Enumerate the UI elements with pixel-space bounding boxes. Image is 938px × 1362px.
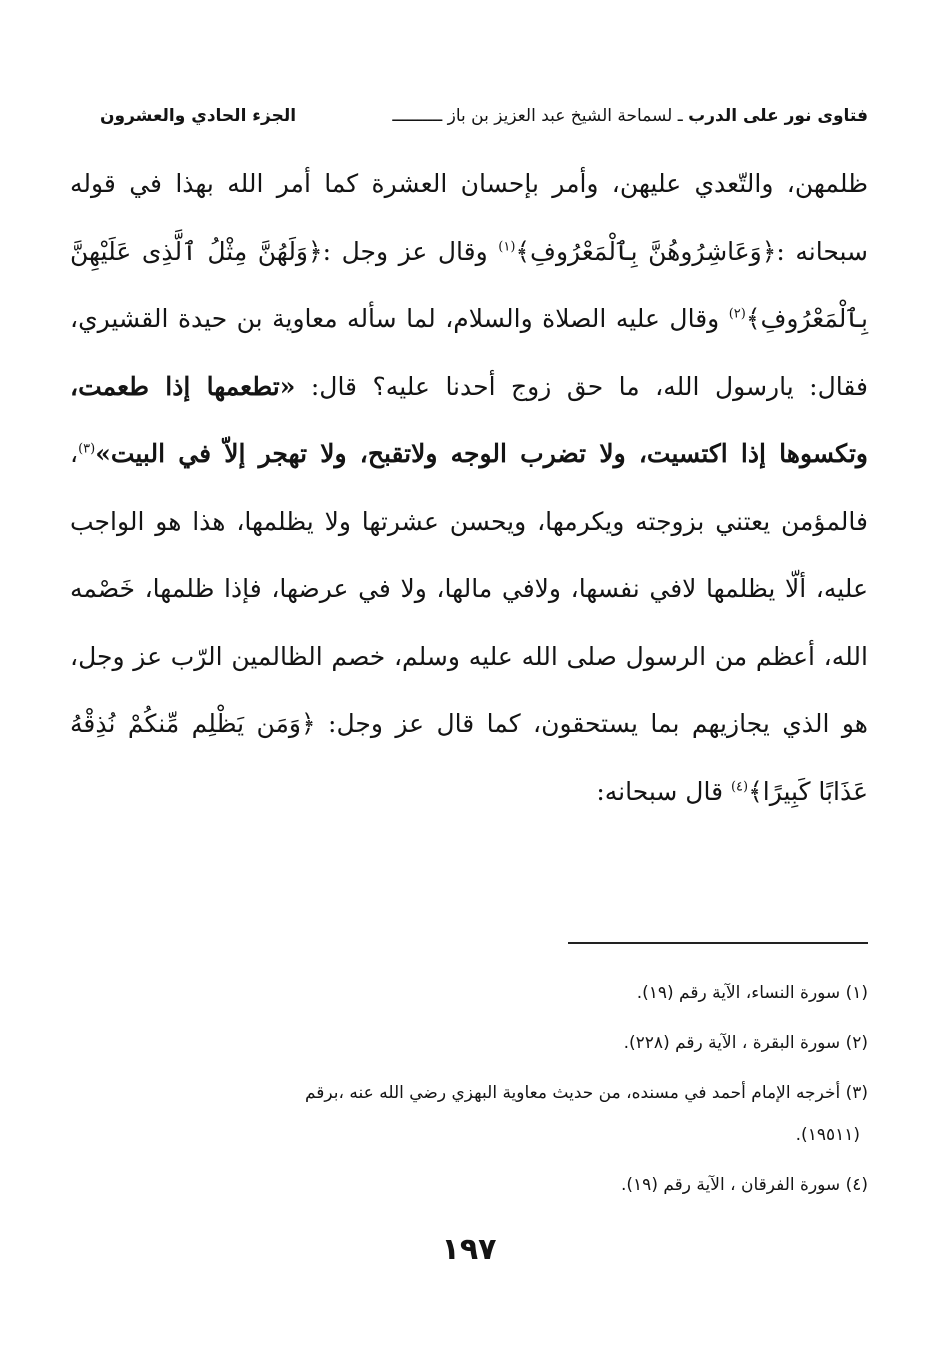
footnote-ref: (٣) [78,441,96,457]
footnote-text: (٢) سورة البقرة ، الآية رقم (٢٢٨). [623,1033,868,1053]
footnote-ref: (٢) [728,306,746,322]
footnote-item [70,1028,868,1058]
text-segment: ، فالمؤمن يعتني بزوجته ويكرمها، ويحسن عشرتها ولا يظلمها، هذا هو الواجب عليه، ألّا يظلمها لافي نفسها، ولافي مالها، ولا في عرضها، فإذا ظلمها، خَصْمه الله، أعظم من الرسول صلى الله عليه وسلم، خصم الظالمين الرّب عز وجل، هو الذي يجازيهم بما يستحقون، كما قال عز وجل: [70,439,868,738]
text-segment: ظلمهن، والتّعدي عليهن، وأمر بإحسان العشرة كما أمر الله بهذا في قوله سبحانه : [70,169,869,266]
quran-verse: ﴿وَلَهُنَّ مِثْلُ ٱلَّذِى عَلَيْهِنَّ بِٱلْمَعْرُوفِ﴾ [70,236,868,333]
footnote-item: (٤) سورة الفرقان ، الآية رقم (١٩). [621,1175,868,1195]
quran-verse: ﴿وَمَن يَظْلِم مِّنكُمْ نُذِقْهُ عَذَابًا كَبِيرًا﴾ [70,709,868,806]
quran-verse: ﴿وَعَاشِرُوهُنَّ بِٱلْمَعْرُوفِ﴾ [515,236,777,266]
header-book-title: فتاوى نور على الدرب [688,106,868,126]
header-author: ـ لسماحة الشيخ عبد العزيز بن باز [447,106,683,126]
footnote-divider [568,942,868,944]
text-segment: وقال عليه الصلاة والسلام، لما سأله معاوية بن حيدة القشيري، فقال: يارسول الله، ما حق زوج أحدنا عليه؟ قال: [70,304,868,401]
text-segment: قال سبحانه: [596,776,731,806]
hadith-quote: «تطعمها إذا طعمت، وتكسوها إذا اكتسيت، ولا تضرب الوجه ولاتقبح، ولا تهجر إلاّ في البيت» [70,371,868,468]
footnote-item: (١) سورة النساء، الآية رقم (١٩). [636,983,868,1003]
header-book-title-group [392,98,868,134]
header-separator: ــــــــــ [392,106,443,126]
footnote-ref: (٤) [730,779,749,795]
running-header [100,98,868,134]
page-number: ١٩٧ [441,1232,497,1267]
footnote-item [70,1078,868,1150]
footnote-continuation: (١٩٥١١). [795,1125,860,1145]
footnote-text: (٣) أخرجه الإمام أحمد في مسنده، من حديث معاوية البهزي رضي الله عنه ،برقم [304,1083,868,1103]
text-segment: وقال عز وجل : [322,236,499,266]
main-text [70,150,868,825]
footnotes-list [70,978,868,1220]
footnote-ref: (١) [498,239,516,255]
header-part-title: الجزء الحادي والعشرون [100,106,297,126]
